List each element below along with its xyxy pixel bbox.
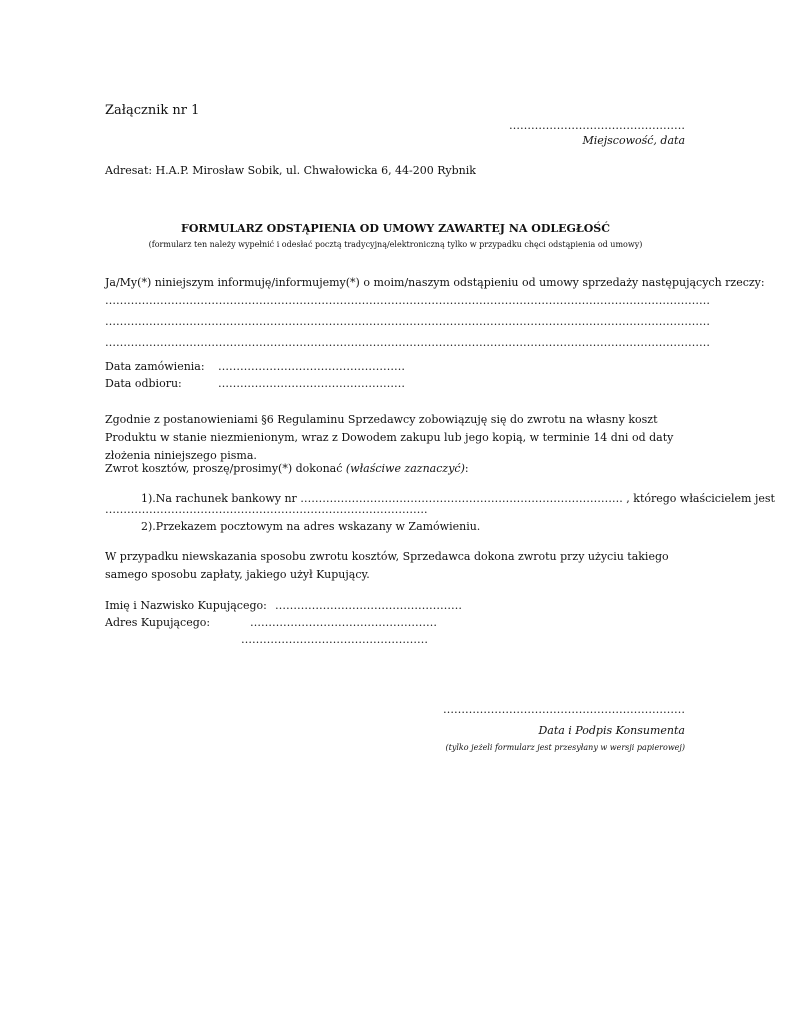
buyer-address-label: Adres Kupującego: [105,616,211,629]
addressee: Adresat: H.A.P. Mirosław Sobik, ul. Chwałowicka 6, 44-200 Rybnik [105,164,476,177]
buyer-address-dots: …………………………………………… [250,616,437,629]
items-line: ………………………………………………………………………………………………………………………………………………… [105,315,710,328]
buyer-name-label: Imię i Nazwisko Kupującego: [105,599,267,612]
buyer-name-dots: …………………………………………… [275,599,462,612]
refund-option-bank: 1).Na rachunek bankowy nr ……………………………………………………………………………. , którego właścicielem jest [141,492,775,505]
withdrawal-statement: Ja/My(*) niniejszym informuję/informujemy(*) o moim/naszym odstąpieniu od umowy sprzedaży następujących rzeczy: [105,276,765,289]
order-date-dots: …………………………………………… [218,360,405,373]
items-line: ………………………………………………………………………………………………………………………………………………… [105,336,710,349]
receipt-date-dots: …………………………………………… [218,377,405,390]
items-line: ………………………………………………………………………………………………………………………………………………… [105,294,710,307]
signature-caption: Data i Podpis Konsumenta [538,724,685,737]
place-date-caption: Miejscowość, data [582,134,685,147]
refund-suffix: : [464,462,469,475]
refund-instruction: (właściwe zaznaczyć) [345,462,465,475]
refund-option-bank-owner-dots: ……………………………………………………………………………. [105,503,428,516]
signature-dots: ………………………………………………………… [443,703,685,716]
form-title: FORMULARZ ODSTĄPIENIA OD UMOWY ZAWARTEJ NA ODLEGŁOŚĆ [181,222,610,235]
signature-note: (tylko jeżeli formularz jest przesyłany w wersji papierowej) [445,743,685,752]
order-date-label: Data zamówienia: [105,360,205,373]
attachment-label: Załącznik nr 1 [105,103,200,118]
refund-method-line [105,462,469,475]
refund-prefix: Zwrot kosztów, proszę/prosimy(*) dokonać [105,462,346,475]
buyer-address-dots: …………………………………………… [241,633,428,646]
form-subtitle: (formularz ten należy wypełnić i odesłać pocztą tradycyjną/elektroniczną tylko w przypadku chęci odstąpienia od umowy) [148,240,643,249]
place-date-dots: ………………………………………… [509,119,685,132]
receipt-date-label: Data odbioru: [105,377,182,390]
refund-option-postal: 2).Przekazem pocztowym na adres wskazany w Zamówieniu. [141,520,481,533]
return-paragraph: Zgodnie z postanowieniami §6 Regulaminu Sprzedawcy zobowiązuję się do zwrotu na własny koszt Produktu w stanie niezmienionym, wraz z Dowodem zakupu lub jego kopią, w terminie 14 dni od daty złożenia niniejszego pisma. [105,413,674,462]
fallback-paragraph: W przypadku niewskazania sposobu zwrotu kosztów, Sprzedawca dokona zwrotu przy użyciu takiego samego sposobu zapłaty, jakiego użył Kupujący. [105,550,669,581]
